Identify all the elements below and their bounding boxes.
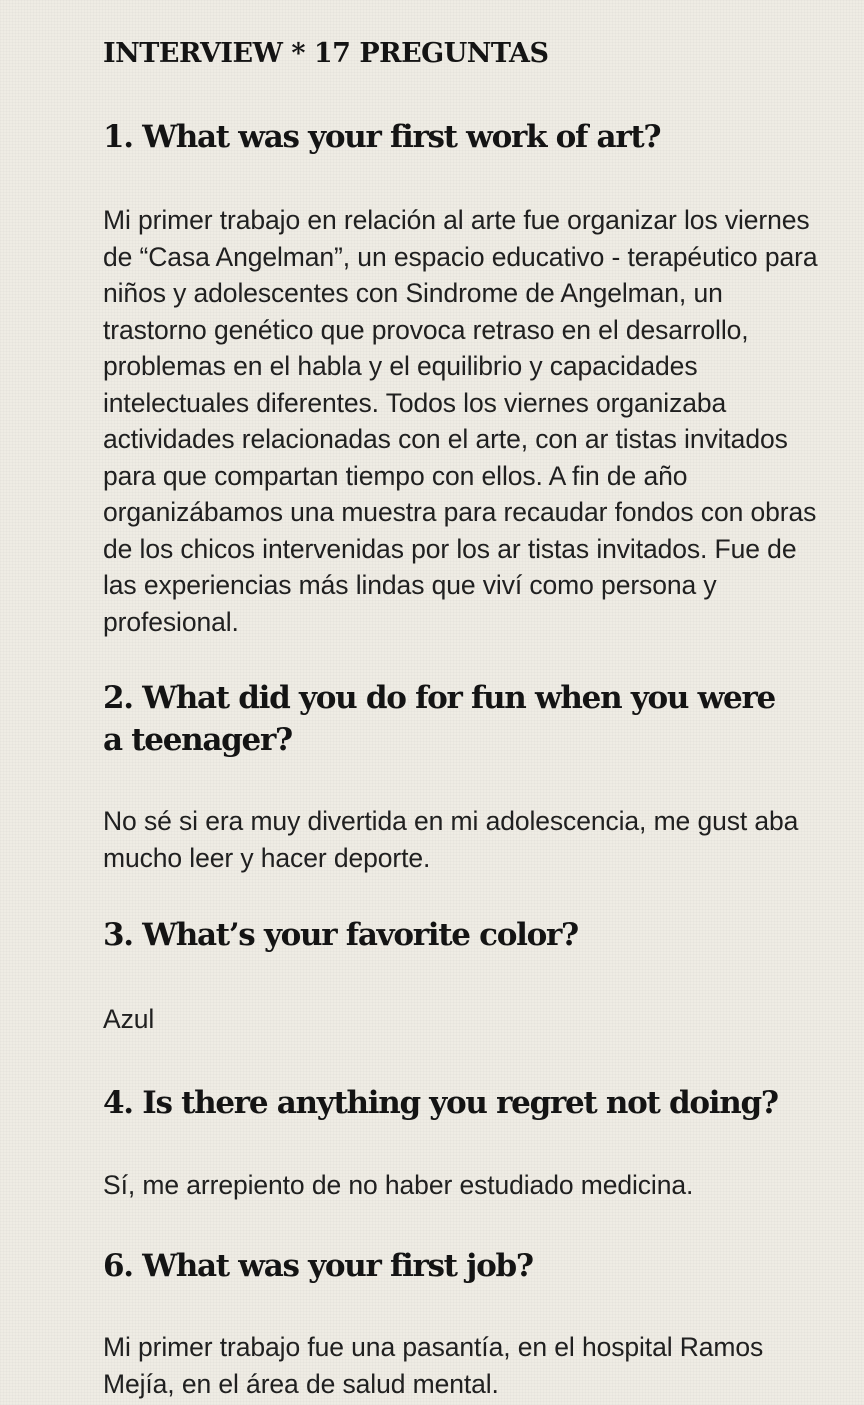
question-3: 3. What’s your favorite color? (103, 917, 578, 953)
answer-1: Mi primer trabajo en relación al arte fue organizar los viernes de “Casa Angelman”, un espacio educativo - terapéutico para niños y adolescentes con Sindrome de Angelman, un trastorno genético que provoca retraso en el desarrollo, problemas en el habla y el equilibrio y capacidades intelectuales diferentes. Todos los viernes organizaba actividades relacionadas con el arte, con ar tistas invitados para que compartan tiempo con ellos. A fin de año organizábamos una muestra para recaudar fondos con obras de los chicos intervenidas por los ar tistas invitados. Fue de las experiencias más lindas que viví como persona y profesional. (103, 205, 818, 637)
question-1: 1. What was your first work of art? (103, 119, 661, 155)
answer-6: Mi primer trabajo fue una pasantía, en el hospital Ramos Mejía, en el área de salud mental. (103, 1332, 764, 1399)
question-2: 2. What did you do for fun when you were a teenager? (103, 680, 775, 758)
answer-2: No sé si era muy divertida en mi adolescencia, me gust aba mucho leer y hacer deporte. (103, 806, 799, 873)
answer-3: Azul (103, 1004, 155, 1034)
question-4: 4. Is there anything you regret not doing? (103, 1085, 778, 1121)
answer-4: Sí, me arrepiento de no haber estudiado medicina. (103, 1170, 694, 1200)
question-6: 6. What was your first job? (103, 1248, 533, 1284)
page-title: INTERVIEW * 17 PREGUNTAS (103, 38, 549, 69)
